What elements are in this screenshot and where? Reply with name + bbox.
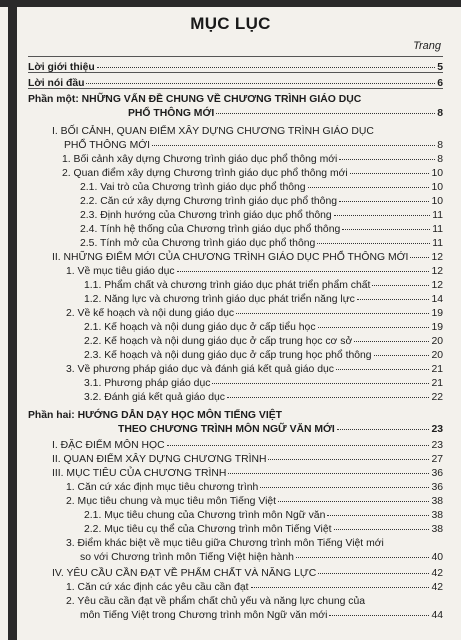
- dot-leader: [337, 429, 430, 430]
- toc-entry-title: 3. Về phương pháp giáo dục và đánh giá kết quả giáo dục: [66, 364, 334, 375]
- toc-entry: [66, 582, 443, 594]
- toc-entry: [28, 410, 443, 422]
- toc-entry: [62, 154, 443, 166]
- toc-entry-page: 11: [432, 224, 443, 235]
- toc-entry-page: 19: [431, 308, 443, 319]
- dot-leader: [278, 501, 429, 502]
- toc-entry: [84, 280, 443, 292]
- dot-leader: [339, 159, 435, 160]
- toc-entry-page: 23: [431, 440, 443, 451]
- toc-entry-page: 40: [431, 552, 443, 563]
- toc-entry-page: 38: [431, 496, 443, 507]
- toc-entry-page: 42: [431, 582, 443, 593]
- toc-entry-title: II. QUAN ĐIỂM XÂY DỰNG CHƯƠNG TRÌNH: [52, 454, 267, 465]
- toc-entry-page: 38: [431, 524, 443, 535]
- toc-entry-title: 3.1. Phương pháp giáo dục: [84, 378, 211, 389]
- dot-leader: [260, 487, 429, 488]
- toc-entry: [80, 552, 443, 564]
- toc-entry: [66, 266, 443, 278]
- dot-leader: [236, 313, 429, 314]
- dot-leader: [228, 473, 429, 474]
- toc-entry-title: III. MỤC TIÊU CỦA CHƯƠNG TRÌNH: [52, 468, 227, 479]
- dot-leader: [334, 529, 430, 530]
- toc-entry: [66, 496, 443, 508]
- toc-entry: [52, 252, 443, 264]
- toc-entry: [80, 610, 443, 622]
- toc-entry-page: 21: [431, 364, 443, 375]
- toc-entry: [84, 378, 443, 390]
- toc-entry-title: môn Tiếng Việt trong Chương trình môn Ngữ văn mới: [80, 610, 328, 621]
- toc-entry: [84, 350, 443, 362]
- toc-entry-title: I. ĐẶC ĐIỂM MÔN HỌC: [52, 440, 165, 451]
- dot-leader: [354, 341, 429, 342]
- dot-leader: [268, 459, 429, 460]
- toc-entry-page: 42: [431, 568, 443, 579]
- toc-entry-page: 19: [431, 322, 443, 333]
- dot-leader: [318, 327, 430, 328]
- dot-leader: [177, 271, 430, 272]
- dot-leader: [97, 67, 435, 68]
- toc-entry: [80, 210, 443, 222]
- toc-entry-title: 2.3. Kế hoạch và nội dung giáo dục ở cấp trung học phổ thông: [84, 350, 372, 361]
- toc-entry-page: 10: [431, 182, 443, 193]
- toc-entry: [84, 524, 443, 536]
- toc-entry-title: Lời giới thiệu: [28, 62, 95, 73]
- toc-entry-title: I. BỐI CẢNH, QUAN ĐIỂM XÂY DỰNG CHƯƠNG TRÌNH GIÁO DỤC: [52, 126, 374, 137]
- toc-entry-page: 8: [437, 154, 443, 165]
- dot-leader: [152, 145, 435, 146]
- toc-entry-title: 3.2. Đánh giá kết quả giáo dục: [84, 392, 225, 403]
- dot-leader: [334, 215, 431, 216]
- dot-leader: [339, 201, 429, 202]
- dot-leader: [216, 113, 435, 114]
- toc-entry-title: Phần hai: HƯỚNG DẪN DẠY HỌC MÔN TIẾNG VIỆT: [28, 410, 282, 421]
- dot-leader: [86, 83, 435, 84]
- toc-entry-page: 10: [431, 196, 443, 207]
- toc-entry-page: 20: [431, 336, 443, 347]
- toc-entry: [52, 568, 443, 580]
- toc-entry: [66, 596, 443, 608]
- toc-entry-title: 1.2. Năng lực và chương trình giáo dục phát triển năng lực: [84, 294, 355, 305]
- toc-entry: [80, 182, 443, 194]
- dot-leader: [296, 557, 430, 558]
- toc-entry-title: Phần một: NHỮNG VẤN ĐỀ CHUNG VỀ CHƯƠNG TRÌNH GIÁO DỤC: [28, 94, 362, 105]
- page-title: MỤC LỤC: [190, 14, 271, 33]
- toc-entry-page: 44: [431, 610, 443, 621]
- toc-entry: [118, 424, 443, 436]
- toc-entry: [80, 196, 443, 208]
- toc-entry: [84, 510, 443, 522]
- dot-leader: [372, 285, 429, 286]
- dot-leader: [251, 587, 430, 588]
- toc-entry: [80, 224, 443, 236]
- toc-entry: [62, 168, 443, 180]
- toc-entry-page: 27: [431, 454, 443, 465]
- dot-leader: [374, 355, 430, 356]
- toc-entry-page: 23: [431, 424, 443, 435]
- dot-leader: [308, 187, 430, 188]
- dot-leader: [336, 369, 429, 370]
- toc-entry: [28, 94, 443, 106]
- toc-entry: [66, 308, 443, 320]
- dot-leader: [329, 615, 429, 616]
- toc-entry-title: PHỔ THÔNG MỚI: [128, 108, 215, 119]
- toc-entry: [52, 126, 443, 138]
- toc-entry-title: 3. Điểm khác biệt về mục tiêu giữa Chương trình môn Tiếng Việt mới: [66, 538, 384, 549]
- toc-entry: [64, 140, 443, 152]
- toc-entry: [84, 322, 443, 334]
- toc-entry-title: 2.1. Kế hoạch và nội dung giáo dục ở cấp tiểu học: [84, 322, 316, 333]
- dot-leader: [227, 397, 429, 398]
- dot-leader: [357, 299, 430, 300]
- toc-entry-title: 2.3. Định hướng của Chương trình giáo dục phổ thông: [80, 210, 332, 221]
- toc-entry: [52, 468, 443, 480]
- toc-entry-title: Lời nói đầu: [28, 78, 85, 89]
- toc-entry-page: 12: [431, 280, 443, 291]
- toc-entry-title: 2. Mục tiêu chung và mục tiêu môn Tiếng Việt: [66, 496, 277, 507]
- dot-leader: [212, 383, 429, 384]
- toc-entry-title: 2.1. Mục tiêu chung của Chương trình môn Ngữ văn: [84, 510, 326, 521]
- toc-entry-title: 1.1. Phẩm chất và chương trình giáo dục phát triển phẩm chất: [84, 280, 371, 291]
- toc-entry-page: 12: [431, 252, 443, 263]
- toc-entry: [128, 108, 443, 120]
- toc-entry: [84, 294, 443, 306]
- toc-entry-page: 11: [432, 238, 443, 249]
- toc-entry: [84, 392, 443, 404]
- toc-entry-page: 36: [431, 482, 443, 493]
- toc-entry-page: 12: [431, 266, 443, 277]
- dot-leader: [350, 173, 430, 174]
- toc-entry-page: 8: [437, 140, 443, 151]
- toc-entry-title: II. NHỮNG ĐIỂM MỚI CỦA CHƯƠNG TRÌNH GIÁO DỤC PHỔ THÔNG MỚI: [52, 252, 409, 263]
- toc-entry-page: 11: [432, 210, 443, 221]
- toc-entry: [84, 336, 443, 348]
- toc-entry-page: 22: [431, 392, 443, 403]
- toc-entry-page: 38: [431, 510, 443, 521]
- toc-entry-title: 2.5. Tính mở của Chương trình giáo dục phổ thông: [80, 238, 316, 249]
- toc-entry-page: 10: [431, 168, 443, 179]
- toc-entry-page: 5: [437, 62, 443, 73]
- toc-entry-page: 20: [431, 350, 443, 361]
- toc-entry-title: 2. Quan điểm xây dựng Chương trình giáo dục phổ thông mới: [62, 168, 348, 179]
- toc-entry-title: 2.1. Vai trò của Chương trình giáo dục phổ thông: [80, 182, 306, 193]
- toc-entry-title: 2.4. Tính hệ thống của Chương trình giáo dục phổ thông: [80, 224, 341, 235]
- toc-entry-title: IV. YÊU CẦU CẦN ĐẠT VỀ PHẨM CHẤT VÀ NĂNG LỰC: [52, 568, 317, 579]
- toc-entry: [66, 364, 443, 376]
- toc-entry-page: 8: [437, 108, 443, 119]
- toc-entry-page: 6: [437, 78, 443, 89]
- dot-leader: [410, 257, 429, 258]
- dot-leader: [318, 573, 429, 574]
- toc-entry: [66, 482, 443, 494]
- dot-leader: [167, 445, 430, 446]
- toc-entry: [52, 454, 443, 466]
- toc-entry-title: THEO CHƯƠNG TRÌNH MÔN NGỮ VĂN MỚI: [118, 424, 335, 435]
- toc-entry-title: 1. Về mục tiêu giáo dục: [66, 266, 175, 277]
- dot-leader: [317, 243, 430, 244]
- toc-entry: [80, 238, 443, 250]
- toc-entry-title: 1. Căn cứ xác định các yêu cầu cần đạt: [66, 582, 249, 593]
- toc-entry: [28, 78, 443, 90]
- dot-leader: [342, 229, 430, 230]
- page-column-label: Trang: [413, 40, 441, 52]
- toc-entry-title: PHỔ THÔNG MỚI: [64, 140, 151, 151]
- toc-entry-title: 1. Căn cứ xác định mục tiêu chương trình: [66, 482, 259, 493]
- dot-leader: [327, 515, 429, 516]
- toc-entry: [52, 440, 443, 452]
- toc-entry-title: so với Chương trình môn Tiếng Việt hiện hành: [80, 552, 294, 563]
- toc-entry: [28, 62, 443, 74]
- toc-entry: [66, 538, 443, 550]
- toc-entry-page: 21: [431, 378, 443, 389]
- toc-entry-title: 2. Về kế hoạch và nội dung giáo dục: [66, 308, 235, 319]
- toc-entry-title: 2.2. Kế hoạch và nội dung giáo dục ở cấp trung học cơ sở: [84, 336, 353, 347]
- toc-entry-title: 1. Bối cảnh xây dựng Chương trình giáo dục phổ thông mới: [62, 154, 338, 165]
- toc-entry-page: 14: [431, 294, 443, 305]
- toc-entry-title: 2. Yêu cầu cần đạt về phẩm chất chủ yếu và năng lực chung của: [66, 596, 366, 607]
- toc-entry-page: 36: [431, 468, 443, 479]
- toc-entry-title: 2.2. Mục tiêu cụ thể của Chương trình môn Tiếng Việt: [84, 524, 332, 535]
- toc-entry-title: 2.2. Căn cứ xây dựng Chương trình giáo dục phổ thông: [80, 196, 338, 207]
